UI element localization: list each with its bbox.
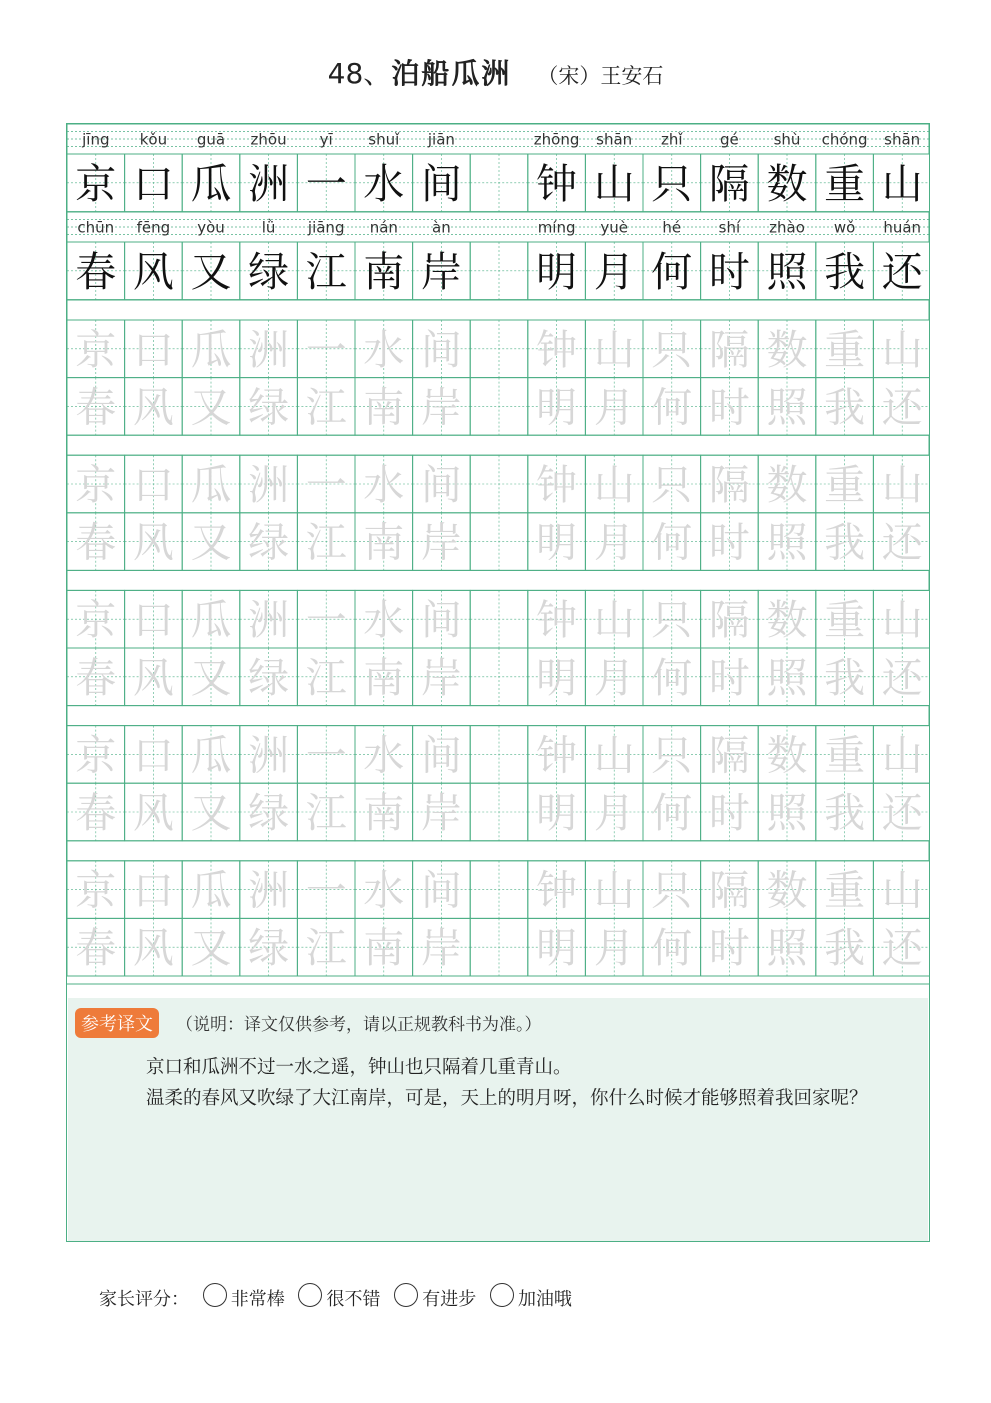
trace-character: 春	[75, 518, 117, 567]
trace-character: 重	[824, 596, 866, 645]
pinyin-label: wǒ	[833, 218, 856, 237]
pinyin-label: shuǐ	[368, 130, 400, 149]
trace-character: 照	[766, 383, 808, 432]
trace-character: 照	[766, 789, 808, 837]
trace-character: 重	[824, 461, 866, 509]
model-character: 洲	[248, 159, 290, 208]
translation-paragraph-1: 京口和瓜洲不过一水之遥，钟山也只隔着几重青山。	[146, 1057, 572, 1078]
trace-character: 山	[881, 866, 923, 915]
pinyin-label: shù	[773, 130, 801, 149]
pinyin-label: huán	[883, 218, 922, 237]
model-character: 口	[132, 159, 174, 208]
trace-character: 江	[305, 383, 347, 432]
trace-character: 钟	[536, 866, 578, 915]
poem-author: （宋）王安石	[537, 64, 664, 88]
trace-character: 洲	[248, 325, 290, 374]
trace-character: 隔	[708, 325, 750, 374]
parent-rating	[99, 1283, 572, 1311]
trace-character: 水	[363, 731, 405, 780]
trace-character: 绿	[248, 924, 290, 973]
trace-character: 岸	[420, 924, 462, 973]
trace-character: 还	[881, 789, 923, 837]
radio-circle-icon[interactable]	[394, 1283, 418, 1307]
trace-character: 山	[593, 325, 635, 374]
trace-character: 何	[651, 924, 693, 973]
trace-character: 又	[190, 653, 232, 702]
trace-character: 水	[363, 596, 405, 645]
trace-character: 江	[305, 653, 347, 702]
trace-character: 山	[881, 596, 923, 645]
pinyin-label: yī	[319, 130, 333, 149]
trace-character: 洲	[248, 866, 290, 915]
trace-character: 一	[305, 866, 347, 915]
trace-character: 重	[824, 731, 866, 780]
trace-character: 时	[708, 924, 750, 973]
trace-character: 只	[651, 731, 693, 780]
trace-character: 月	[593, 924, 635, 973]
trace-character: 重	[824, 866, 866, 915]
trace-character: 钟	[536, 325, 578, 374]
trace-character: 又	[190, 518, 232, 567]
model-character: 南	[363, 247, 405, 296]
rating-option-improving[interactable]: 有进步	[394, 1283, 476, 1311]
trace-character: 何	[651, 653, 693, 702]
writing-grid	[67, 124, 929, 999]
pinyin-label: chūn	[77, 218, 115, 237]
trace-character: 又	[190, 789, 232, 837]
model-character: 还	[881, 247, 923, 296]
pinyin-label: àn	[432, 218, 451, 237]
radio-circle-icon[interactable]	[203, 1283, 227, 1307]
radio-circle-icon[interactable]	[298, 1283, 322, 1307]
trace-character: 洲	[248, 596, 290, 645]
trace-character: 水	[363, 461, 405, 509]
model-character: 明	[536, 247, 578, 296]
trace-character: 口	[132, 461, 174, 509]
model-character: 我	[824, 247, 866, 296]
pinyin-label: hé	[662, 218, 682, 237]
radio-circle-icon[interactable]	[490, 1283, 514, 1307]
rating-option-excellent[interactable]: 非常棒	[203, 1283, 285, 1311]
model-character: 一	[305, 159, 347, 208]
pinyin-label: gé	[720, 130, 739, 149]
pinyin-label: yuè	[600, 218, 629, 237]
model-character: 岸	[420, 247, 462, 296]
trace-character: 只	[651, 866, 693, 915]
pinyin-label: jiāng	[307, 218, 345, 237]
trace-character: 月	[593, 789, 635, 837]
trace-character: 洲	[248, 461, 290, 509]
trace-character: 风	[132, 789, 174, 837]
trace-character: 我	[824, 518, 866, 567]
pinyin-label: jiān	[427, 130, 455, 149]
trace-character: 钟	[536, 461, 578, 509]
trace-character: 还	[881, 518, 923, 567]
trace-character: 时	[708, 383, 750, 432]
model-character: 月	[593, 247, 635, 296]
model-character: 又	[190, 247, 232, 296]
trace-character: 南	[363, 924, 405, 973]
trace-character: 时	[708, 518, 750, 567]
model-character: 何	[651, 247, 693, 296]
trace-character: 瓜	[190, 461, 232, 509]
trace-character: 瓜	[190, 866, 232, 915]
trace-character: 又	[190, 924, 232, 973]
block-spacer	[67, 570, 929, 590]
trace-character: 只	[651, 596, 693, 645]
trace-character: 风	[132, 924, 174, 973]
block-spacer	[67, 435, 929, 455]
trace-character: 绿	[248, 653, 290, 702]
trace-character: 我	[824, 383, 866, 432]
trace-character: 数	[766, 461, 808, 509]
trace-character: 山	[881, 461, 923, 509]
reference-text	[106, 1052, 896, 1114]
pinyin-label: zhōu	[250, 130, 287, 149]
trace-character: 时	[708, 653, 750, 702]
trace-character: 绿	[248, 518, 290, 567]
trace-character: 岸	[420, 789, 462, 837]
trace-character: 岸	[420, 518, 462, 567]
rating-option-good[interactable]: 很不错	[298, 1283, 380, 1311]
trace-character: 明	[536, 924, 578, 973]
trace-character: 山	[593, 866, 635, 915]
trace-character: 月	[593, 383, 635, 432]
trace-character: 一	[305, 461, 347, 509]
trace-character: 月	[593, 518, 635, 567]
trace-character: 江	[305, 924, 347, 973]
pinyin-label: zhōng	[533, 130, 580, 149]
trace-character: 瓜	[190, 731, 232, 780]
trace-character: 京	[75, 325, 117, 374]
trace-character: 照	[766, 653, 808, 702]
trace-character: 岸	[420, 653, 462, 702]
lesson-number: 48、	[327, 57, 392, 90]
trace-character: 还	[881, 924, 923, 973]
trace-character: 还	[881, 653, 923, 702]
model-character: 绿	[248, 247, 290, 296]
pinyin-label: chóng	[821, 130, 868, 149]
trace-character: 绿	[248, 789, 290, 837]
trace-character: 水	[363, 866, 405, 915]
pinyin-label: fēng	[136, 218, 171, 237]
trace-character: 间	[420, 325, 462, 374]
trace-character: 洲	[248, 731, 290, 780]
model-character: 京	[75, 159, 117, 208]
trace-character: 口	[132, 596, 174, 645]
pinyin-label: jīng	[82, 130, 110, 149]
trace-character: 隔	[708, 461, 750, 509]
trace-character: 我	[824, 924, 866, 973]
trace-character: 隔	[708, 866, 750, 915]
trace-character: 只	[651, 325, 693, 374]
pinyin-label: yòu	[197, 218, 225, 237]
pinyin-label: nán	[369, 218, 398, 237]
block-spacer	[67, 706, 929, 726]
trace-character: 我	[824, 789, 866, 837]
trace-character: 山	[881, 731, 923, 780]
model-character: 山	[593, 159, 635, 208]
pinyin-label: shí	[718, 218, 741, 237]
rating-option-keep-going[interactable]: 加油哦	[490, 1283, 572, 1311]
trace-character: 时	[708, 789, 750, 837]
page-title	[0, 52, 991, 92]
pinyin-label: guā	[196, 130, 226, 149]
reference-note: （说明：译文仅供参考，请以正规教科书为准。）	[176, 1015, 542, 1035]
trace-character: 江	[305, 789, 347, 837]
trace-character: 山	[593, 461, 635, 509]
pinyin-label: zhào	[769, 218, 805, 237]
trace-character: 南	[363, 653, 405, 702]
trace-character: 南	[363, 789, 405, 837]
trace-character: 瓜	[190, 325, 232, 374]
trace-character: 隔	[708, 596, 750, 645]
trace-character: 何	[651, 789, 693, 837]
trace-character: 瓜	[190, 596, 232, 645]
model-character: 数	[766, 159, 808, 208]
translation-paragraph-2: 温柔的春风又吹绿了大江南岸，可是，天上的明月呀，你什么时候才能够照着我回家呢？	[146, 1088, 868, 1109]
trace-character: 岸	[420, 383, 462, 432]
trace-character: 何	[651, 518, 693, 567]
trace-character: 间	[420, 461, 462, 509]
block-spacer	[67, 300, 929, 320]
trace-character: 风	[132, 518, 174, 567]
trace-character: 风	[132, 383, 174, 432]
trace-character: 照	[766, 924, 808, 973]
pinyin-label: míng	[537, 218, 576, 237]
block-spacer	[67, 841, 929, 861]
trace-character: 我	[824, 653, 866, 702]
pinyin-label: shān	[884, 130, 921, 149]
trace-character: 山	[593, 731, 635, 780]
trace-character: 山	[593, 596, 635, 645]
model-character: 隔	[708, 159, 750, 208]
trace-character: 山	[881, 325, 923, 374]
trace-character: 口	[132, 325, 174, 374]
trace-character: 还	[881, 383, 923, 432]
trace-character: 一	[305, 596, 347, 645]
trace-character: 春	[75, 653, 117, 702]
trace-character: 明	[536, 383, 578, 432]
trace-character: 数	[766, 325, 808, 374]
model-character: 水	[363, 159, 405, 208]
reference-translation-panel	[68, 998, 928, 1241]
trace-character: 隔	[708, 731, 750, 780]
trace-character: 数	[766, 596, 808, 645]
trace-character: 间	[420, 596, 462, 645]
trace-character: 何	[651, 383, 693, 432]
poem-title: 泊船瓜洲	[391, 57, 512, 90]
trace-character: 风	[132, 653, 174, 702]
trace-character: 京	[75, 596, 117, 645]
model-character: 瓜	[190, 159, 232, 208]
trace-character: 一	[305, 731, 347, 780]
trace-character: 又	[190, 383, 232, 432]
model-character: 时	[708, 247, 750, 296]
trace-character: 明	[536, 518, 578, 567]
trace-character: 春	[75, 924, 117, 973]
trace-character: 春	[75, 789, 117, 837]
pinyin-label: shān	[596, 130, 633, 149]
trace-character: 南	[363, 518, 405, 567]
trace-character: 京	[75, 461, 117, 509]
model-character: 山	[881, 159, 923, 208]
trace-character: 一	[305, 325, 347, 374]
model-character: 江	[305, 247, 347, 296]
trace-character: 口	[132, 731, 174, 780]
trace-character: 京	[75, 731, 117, 780]
trace-character: 江	[305, 518, 347, 567]
trace-character: 京	[75, 866, 117, 915]
trace-character: 钟	[536, 731, 578, 780]
trace-character: 数	[766, 866, 808, 915]
trace-character: 照	[766, 518, 808, 567]
rating-label: 家长评分：	[99, 1289, 189, 1310]
trace-character: 重	[824, 325, 866, 374]
model-character: 风	[132, 247, 174, 296]
trace-character: 钟	[536, 596, 578, 645]
trace-character: 月	[593, 653, 635, 702]
trace-character: 水	[363, 325, 405, 374]
pinyin-label: kǒu	[139, 130, 168, 149]
trace-character: 间	[420, 866, 462, 915]
pinyin-label: lǜ	[261, 218, 276, 237]
trace-character: 明	[536, 653, 578, 702]
trace-character: 数	[766, 731, 808, 780]
model-character: 照	[766, 247, 808, 296]
model-character: 间	[420, 159, 462, 208]
trace-character: 间	[420, 731, 462, 780]
trace-character: 口	[132, 866, 174, 915]
trace-character: 绿	[248, 383, 290, 432]
model-character: 钟	[536, 159, 578, 208]
trace-character: 春	[75, 383, 117, 432]
reference-badge: 参考译文	[75, 1008, 159, 1038]
pinyin-label: zhǐ	[661, 130, 683, 149]
writing-sheet	[66, 123, 930, 1242]
trace-character: 只	[651, 461, 693, 509]
model-character: 重	[824, 159, 866, 208]
trace-character: 明	[536, 789, 578, 837]
trace-character: 南	[363, 383, 405, 432]
model-character: 只	[651, 159, 693, 208]
model-character: 春	[75, 247, 117, 296]
